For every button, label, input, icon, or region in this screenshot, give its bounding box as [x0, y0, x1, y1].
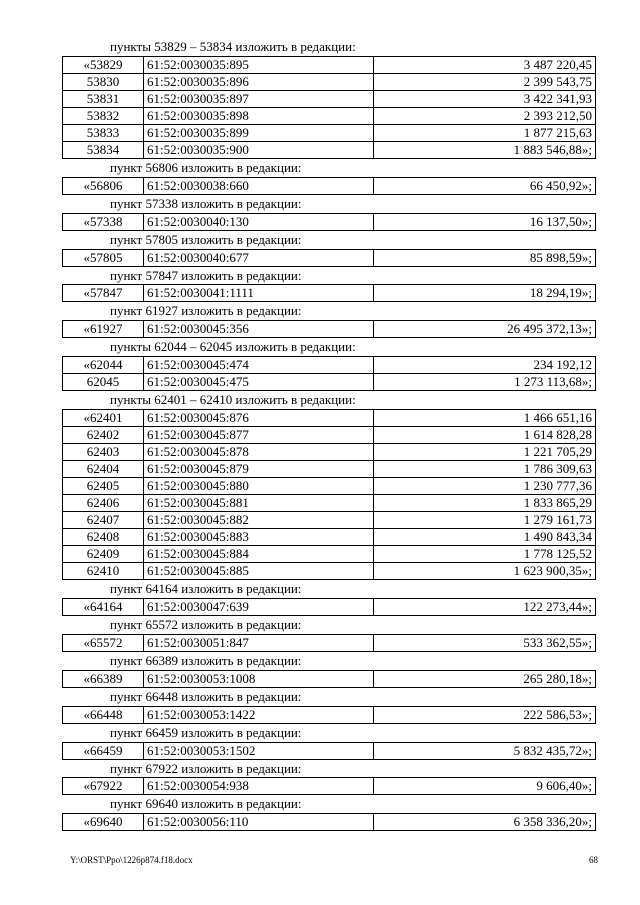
cadastral-number-cell: 61:52:0030035:899 — [144, 124, 374, 141]
table-row — [63, 213, 596, 230]
table-row — [63, 90, 596, 107]
amendment-heading: пункт 66389 изложить в редакции: — [110, 652, 302, 668]
cadastral-value-cell: 18 294,19»; — [374, 285, 596, 302]
amendment-table — [62, 742, 596, 760]
cadastral-number-cell: 61:52:0030040:677 — [144, 249, 374, 266]
cadastral-value-cell: 1 877 215,63 — [374, 124, 596, 141]
amendment-table — [62, 634, 596, 652]
cadastral-value-cell: 6 358 336,20»; — [374, 814, 596, 831]
cadastral-number-cell: 61:52:0030047:639 — [144, 599, 374, 616]
cadastral-value-cell: 1 273 113,68»; — [374, 374, 596, 391]
amendment-table — [62, 777, 596, 795]
cadastral-number-cell: 61:52:0030045:475 — [144, 374, 374, 391]
table-row — [63, 124, 596, 141]
cadastral-number-cell: 61:52:0030035:896 — [144, 73, 374, 90]
cadastral-value-cell: 533 362,55»; — [374, 634, 596, 651]
cadastral-number-cell: 61:52:0030053:1422 — [144, 706, 374, 723]
item-number-cell: 62402 — [63, 427, 144, 444]
item-number-cell: «57805 — [63, 249, 144, 266]
cadastral-number-cell: 61:52:0030045:882 — [144, 512, 374, 529]
item-number-cell: 62405 — [63, 478, 144, 495]
table-row — [63, 495, 596, 512]
amendment-table — [62, 598, 596, 616]
item-number-cell: 53832 — [63, 107, 144, 124]
cadastral-number-cell: 61:52:0030038:660 — [144, 177, 374, 194]
amendment-heading: пункт 64164 изложить в редакции: — [110, 581, 302, 597]
cadastral-number-cell: 61:52:0030035:897 — [144, 90, 374, 107]
cadastral-number-cell: 61:52:0030040:130 — [144, 213, 374, 230]
item-number-cell: 62045 — [63, 374, 144, 391]
amendment-heading: пункт 56806 изложить в редакции: — [110, 159, 302, 175]
item-number-cell: 53834 — [63, 141, 144, 158]
table-row — [63, 444, 596, 461]
cadastral-value-cell: 3 422 341,93 — [374, 90, 596, 107]
table-row — [63, 634, 596, 651]
table-row — [63, 357, 596, 374]
cadastral-value-cell: 2 399 543,75 — [374, 73, 596, 90]
item-number-cell: 62404 — [63, 461, 144, 478]
amendment-table — [62, 320, 596, 338]
table-row — [63, 410, 596, 427]
amendment-table — [62, 56, 596, 159]
cadastral-value-cell: 1 833 865,29 — [374, 495, 596, 512]
cadastral-value-cell: 1 230 777,36 — [374, 478, 596, 495]
table-row — [63, 778, 596, 795]
cadastral-value-cell: 26 495 372,13»; — [374, 321, 596, 338]
cadastral-value-cell: 1 490 843,34 — [374, 529, 596, 546]
cadastral-value-cell: 1 614 828,28 — [374, 427, 596, 444]
item-number-cell: 53830 — [63, 73, 144, 90]
cadastral-number-cell: 61:52:0030045:880 — [144, 478, 374, 495]
amendment-table — [62, 356, 596, 391]
table-row — [63, 814, 596, 831]
table-row — [63, 73, 596, 90]
table-row — [63, 321, 596, 338]
item-number-cell: «66459 — [63, 742, 144, 759]
item-number-cell: «53829 — [63, 56, 144, 73]
item-number-cell: «62044 — [63, 357, 144, 374]
amendment-table — [62, 670, 596, 688]
amendment-heading: пункт 61927 изложить в редакции: — [110, 303, 302, 319]
item-number-cell: «67922 — [63, 778, 144, 795]
table-row — [63, 563, 596, 580]
cadastral-value-cell: 66 450,92»; — [374, 177, 596, 194]
cadastral-value-cell: 1 623 900,35»; — [374, 563, 596, 580]
cadastral-number-cell: 61:52:0030056:110 — [144, 814, 374, 831]
cadastral-number-cell: 61:52:0030045:876 — [144, 410, 374, 427]
amendment-heading: пункт 66448 изложить в редакции: — [110, 688, 302, 704]
item-number-cell: «66448 — [63, 706, 144, 723]
item-number-cell: «56806 — [63, 177, 144, 194]
cadastral-value-cell: 1 221 705,29 — [374, 444, 596, 461]
table-row — [63, 512, 596, 529]
item-number-cell: «57847 — [63, 285, 144, 302]
cadastral-value-cell: 2 393 212,50 — [374, 107, 596, 124]
table-row — [63, 107, 596, 124]
table-row — [63, 285, 596, 302]
amendment-heading: пункты 53829 – 53834 изложить в редакции: — [110, 39, 356, 54]
cadastral-value-cell: 1 778 125,52 — [374, 546, 596, 563]
table-row — [63, 374, 596, 391]
table-row — [63, 427, 596, 444]
table-row — [63, 706, 596, 723]
amendment-heading: пункт 67922 изложить в редакции: — [110, 760, 302, 776]
cadastral-number-cell: 61:52:0030045:883 — [144, 529, 374, 546]
cadastral-number-cell: 61:52:0030045:885 — [144, 563, 374, 580]
cadastral-value-cell: 1 883 546,88»; — [374, 141, 596, 158]
cadastral-value-cell: 16 137,50»; — [374, 213, 596, 230]
cadastral-value-cell: 122 273,44»; — [374, 599, 596, 616]
amendment-heading: пункт 57847 изложить в редакции: — [110, 267, 302, 283]
cadastral-value-cell: 265 280,18»; — [374, 670, 596, 687]
item-number-cell: «62401 — [63, 410, 144, 427]
table-row — [63, 141, 596, 158]
item-number-cell: «57338 — [63, 213, 144, 230]
item-number-cell: 53833 — [63, 124, 144, 141]
cadastral-number-cell: 61:52:0030035:898 — [144, 107, 374, 124]
item-number-cell: 62408 — [63, 529, 144, 546]
amendment-heading: пункт 57338 изложить в редакции: — [110, 195, 302, 211]
item-number-cell: 53831 — [63, 90, 144, 107]
table-row — [63, 177, 596, 194]
amendment-table — [62, 409, 596, 580]
footer-page-number: 68 — [589, 855, 598, 865]
cadastral-value-cell: 222 586,53»; — [374, 706, 596, 723]
cadastral-number-cell: 61:52:0030045:877 — [144, 427, 374, 444]
item-number-cell: 62407 — [63, 512, 144, 529]
cadastral-number-cell: 61:52:0030053:1008 — [144, 670, 374, 687]
table-row — [63, 478, 596, 495]
item-number-cell: «69640 — [63, 814, 144, 831]
table-row — [63, 56, 596, 73]
item-number-cell: «66389 — [63, 670, 144, 687]
cadastral-number-cell: 61:52:0030045:884 — [144, 546, 374, 563]
cadastral-number-cell: 61:52:0030035:900 — [144, 141, 374, 158]
cadastral-value-cell: 5 832 435,72»; — [374, 742, 596, 759]
amendment-table — [62, 213, 596, 231]
cadastral-number-cell: 61:52:0030045:878 — [144, 444, 374, 461]
amendment-heading: пункты 62401 – 62410 изложить в редакции: — [110, 392, 356, 408]
document-body — [62, 38, 596, 831]
item-number-cell: «64164 — [63, 599, 144, 616]
cadastral-value-cell: 3 487 220,45 — [374, 56, 596, 73]
cadastral-number-cell: 61:52:0030041:1111 — [144, 285, 374, 302]
table-row — [63, 599, 596, 616]
cadastral-value-cell: 1 279 161,73 — [374, 512, 596, 529]
amendment-heading: пункты 62044 – 62045 изложить в редакции: — [110, 339, 356, 355]
cadastral-value-cell: 1 786 309,63 — [374, 461, 596, 478]
amendment-table — [62, 706, 596, 724]
footer-file-path: Y:\ORST\Ppo\1226p874.f18.docx — [70, 855, 193, 865]
item-number-cell: 62409 — [63, 546, 144, 563]
table-row — [63, 546, 596, 563]
cadastral-value-cell: 85 898,59»; — [374, 249, 596, 266]
cadastral-value-cell: 9 606,40»; — [374, 778, 596, 795]
cadastral-value-cell: 1 466 651,16 — [374, 410, 596, 427]
amendment-table — [62, 284, 596, 302]
cadastral-number-cell: 61:52:0030045:879 — [144, 461, 374, 478]
amendment-table — [62, 249, 596, 267]
amendment-heading: пункт 57805 изложить в редакции: — [110, 231, 302, 247]
item-number-cell: «61927 — [63, 321, 144, 338]
cadastral-number-cell: 61:52:0030035:895 — [144, 56, 374, 73]
cadastral-number-cell: 61:52:0030045:356 — [144, 321, 374, 338]
amendment-heading: пункт 66459 изложить в редакции: — [110, 724, 302, 740]
item-number-cell: 62410 — [63, 563, 144, 580]
amendment-heading: пункт 69640 изложить в редакции: — [110, 796, 302, 812]
table-row — [63, 529, 596, 546]
cadastral-number-cell: 61:52:0030054:938 — [144, 778, 374, 795]
table-row — [63, 249, 596, 266]
cadastral-number-cell: 61:52:0030045:474 — [144, 357, 374, 374]
amendment-table — [62, 177, 596, 195]
cadastral-number-cell: 61:52:0030051:847 — [144, 634, 374, 651]
amendment-table — [62, 813, 596, 831]
table-row — [63, 461, 596, 478]
cadastral-number-cell: 61:52:0030053:1502 — [144, 742, 374, 759]
table-row — [63, 742, 596, 759]
item-number-cell: 62406 — [63, 495, 144, 512]
table-row — [63, 670, 596, 687]
cadastral-number-cell: 61:52:0030045:881 — [144, 495, 374, 512]
item-number-cell: «65572 — [63, 634, 144, 651]
item-number-cell: 62403 — [63, 444, 144, 461]
amendment-heading: пункт 65572 изложить в редакции: — [110, 617, 302, 633]
cadastral-value-cell: 234 192,12 — [374, 357, 596, 374]
